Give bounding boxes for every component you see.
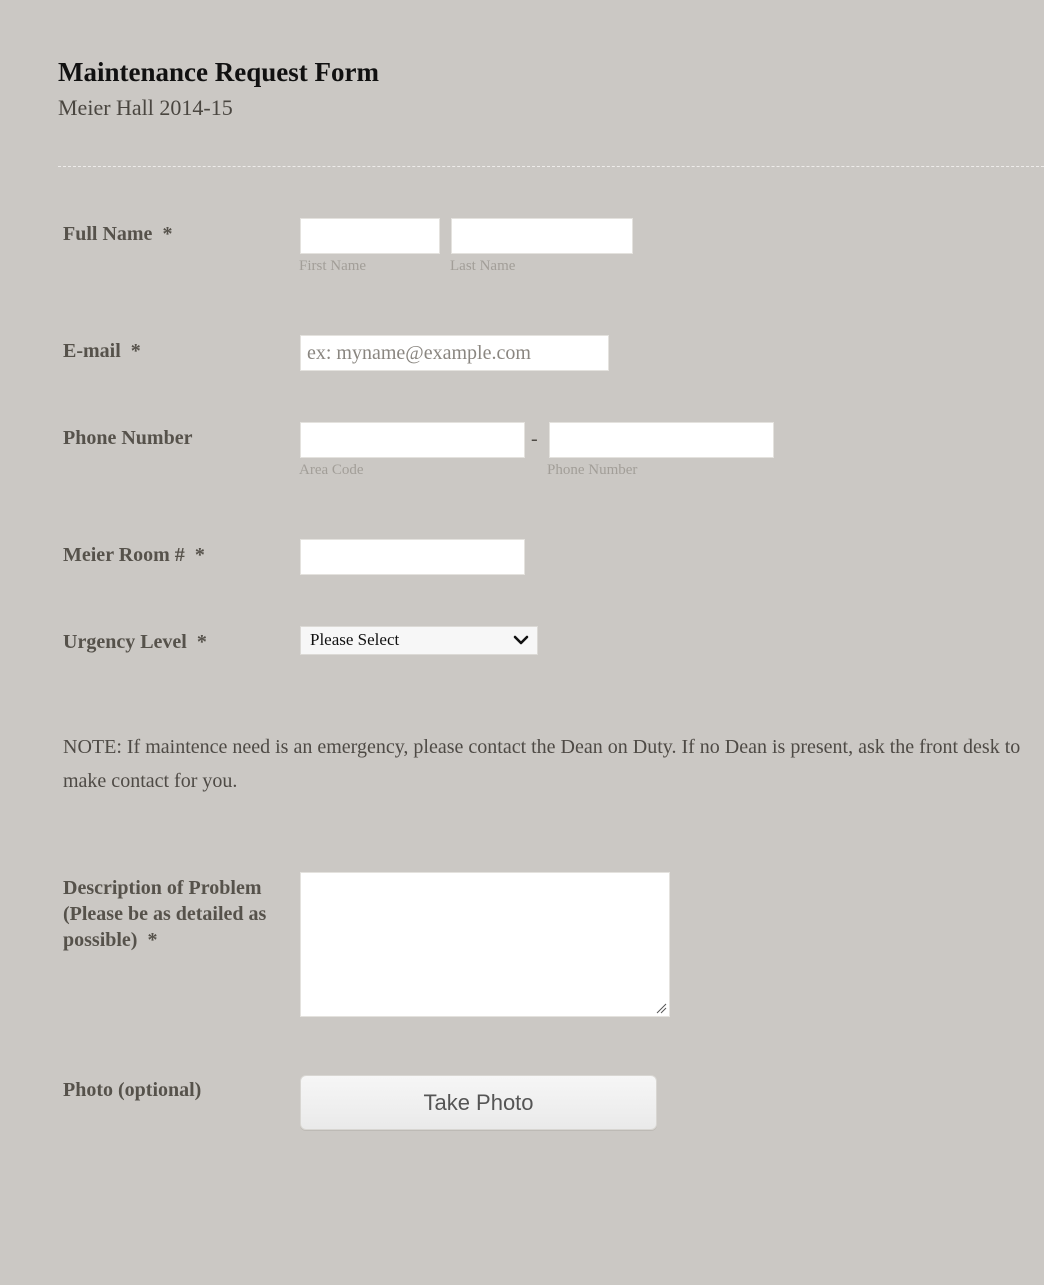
description-textarea[interactable] bbox=[300, 872, 670, 1017]
area-code-sublabel: Area Code bbox=[299, 462, 364, 478]
description-label-line1: Description of Problem bbox=[63, 877, 262, 899]
required-asterisk: * bbox=[194, 544, 205, 566]
header-divider bbox=[58, 166, 1044, 167]
take-photo-button[interactable]: Take Photo bbox=[300, 1075, 657, 1130]
description-label-line3 bbox=[63, 927, 266, 953]
last-name-sublabel: Last Name bbox=[450, 258, 516, 274]
room-label-text: Meier Room # bbox=[63, 544, 185, 566]
email-label-text: E-mail bbox=[63, 340, 121, 362]
first-name-input[interactable] bbox=[300, 218, 440, 254]
photo-label bbox=[63, 1077, 201, 1103]
phone-label bbox=[63, 425, 192, 451]
phone-separator: - bbox=[531, 428, 538, 450]
urgency-selected-value: Please Select bbox=[310, 630, 400, 649]
urgency-select[interactable] bbox=[300, 626, 538, 655]
last-name-input[interactable] bbox=[451, 218, 633, 254]
form-title: Maintenance Request Form bbox=[58, 57, 379, 87]
form-subtitle: Meier Hall 2014-15 bbox=[58, 95, 233, 120]
description-label-line2: (Please be as detailed as bbox=[63, 903, 267, 925]
area-code-input[interactable] bbox=[300, 422, 525, 458]
phone-number-sublabel: Phone Number bbox=[547, 462, 638, 478]
required-asterisk: * bbox=[147, 929, 158, 951]
urgency-label-text: Urgency Level bbox=[63, 631, 187, 653]
phone-number-input[interactable] bbox=[549, 422, 774, 458]
photo-label-text: Photo (optional) bbox=[63, 1079, 202, 1101]
phone-label-text: Phone Number bbox=[63, 427, 193, 449]
required-asterisk: * bbox=[130, 340, 141, 362]
required-asterisk: * bbox=[162, 223, 173, 245]
chevron-down-icon bbox=[513, 633, 529, 647]
description-label-line3-text: possible) bbox=[63, 929, 138, 951]
emergency-note: NOTE: If maintence need is an emergency, please contact the Dean on Duty. If no Dean is present, ask the front desk to make contact for you. bbox=[63, 736, 1021, 792]
room-number-input[interactable] bbox=[300, 539, 525, 575]
full-name-label-text: Full Name bbox=[63, 223, 153, 245]
email-label bbox=[63, 338, 141, 364]
urgency-label bbox=[63, 629, 207, 655]
email-input[interactable] bbox=[300, 335, 609, 371]
resize-grip-icon[interactable] bbox=[656, 1003, 667, 1014]
full-name-label bbox=[63, 221, 172, 247]
first-name-sublabel: First Name bbox=[299, 258, 367, 274]
description-label bbox=[63, 875, 266, 953]
room-label bbox=[63, 542, 205, 568]
required-asterisk: * bbox=[196, 631, 207, 653]
